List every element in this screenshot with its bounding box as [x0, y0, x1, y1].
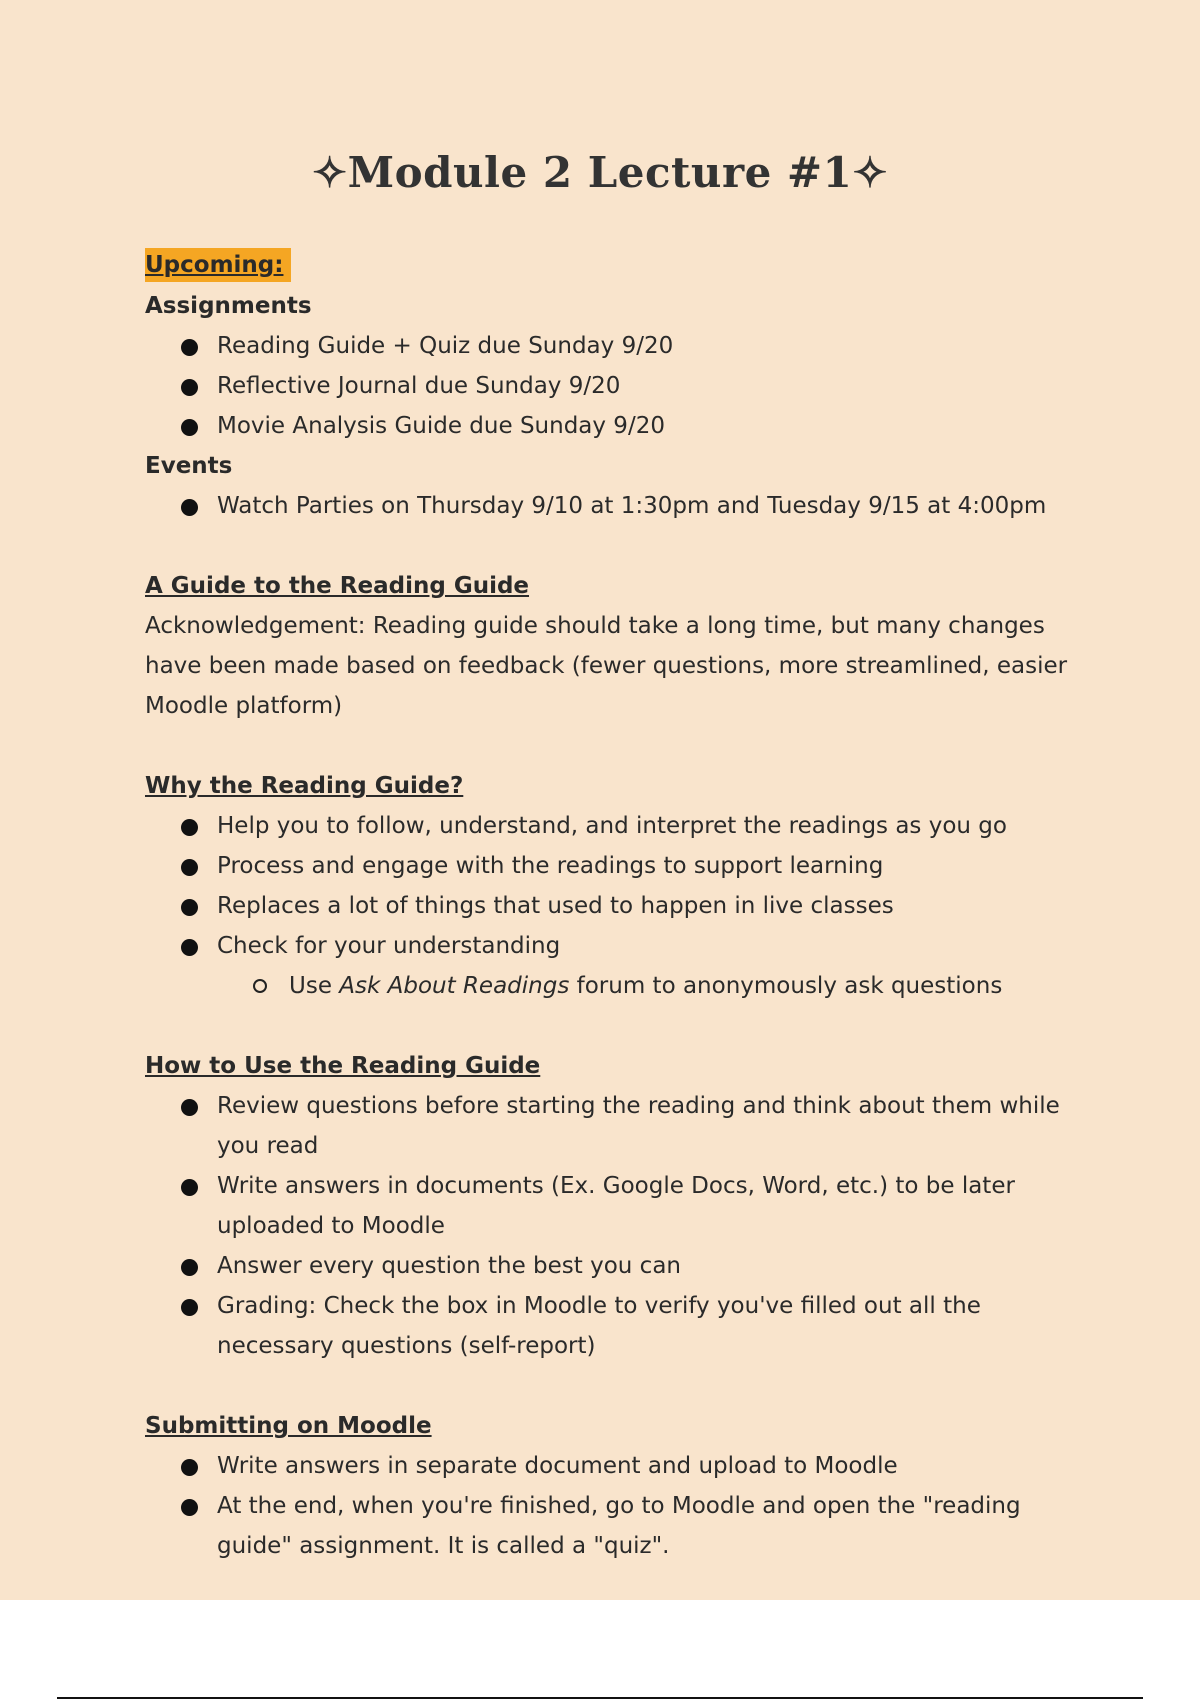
assignments-list: [145, 326, 1095, 446]
bullet-icon: [181, 1099, 198, 1116]
why-item-text: Replaces a lot of things that used to happen in live classes: [217, 893, 894, 919]
list-item: [145, 886, 1095, 926]
bullet-icon: [181, 1179, 198, 1196]
list-item: [145, 806, 1095, 846]
list-item: [145, 846, 1095, 886]
bullet-icon: [181, 1259, 198, 1276]
bullet-icon: [181, 1499, 198, 1516]
list-item: [145, 1086, 1095, 1166]
bullet-icon: [181, 899, 198, 916]
list-item: [145, 1246, 1095, 1286]
submit-list: [145, 1446, 1095, 1566]
bullet-icon: [181, 859, 198, 876]
list-item: [145, 926, 1095, 1006]
guide-section-heading: A Guide to the Reading Guide: [145, 573, 530, 599]
list-item: [145, 1286, 1095, 1366]
why-item-text: Process and engage with the readings to support learning: [217, 853, 884, 879]
how-item-text: Answer every question the best you can: [217, 1253, 681, 1279]
how-list: [145, 1086, 1095, 1366]
hollow-bullet-icon: [253, 979, 267, 993]
bullet-icon: [181, 419, 198, 436]
sub-item-pre: Use: [289, 973, 340, 999]
bullet-icon: [181, 379, 198, 396]
submit-item-text: Write answers in separate document and upload to Moodle: [217, 1453, 898, 1479]
assignment-text: Reflective Journal due Sunday 9/20: [217, 373, 621, 399]
guide-section-paragraph: Acknowledgement: Reading guide should take a long time, but many changes have been made based on feedback (fewer questions, more streamlined, easier Moodle platform): [145, 613, 1068, 719]
why-item-text: Help you to follow, understand, and interpret the readings as you go: [217, 813, 1007, 839]
list-item: [145, 486, 1095, 526]
how-item-text: Review questions before starting the reading and think about them while you read: [217, 1093, 1060, 1159]
assignment-text: Reading Guide + Quiz due Sunday 9/20: [217, 333, 674, 359]
list-item: [145, 326, 1095, 366]
bullet-icon: [181, 1299, 198, 1316]
sub-list-item: [217, 966, 1095, 1006]
assignments-heading: Assignments: [145, 293, 312, 319]
events-list: [145, 486, 1095, 526]
upcoming-highlight-label: Upcoming:: [145, 248, 291, 282]
why-sub-list: [217, 966, 1095, 1006]
why-list: [145, 806, 1095, 1006]
submit-section-heading: Submitting on Moodle: [145, 1413, 432, 1439]
why-section-heading: Why the Reading Guide?: [145, 773, 464, 799]
why-item-text: Check for your understanding: [217, 933, 561, 959]
how-item-text: Grading: Check the box in Moodle to verify you've filled out all the necessary questions (self-report): [217, 1293, 981, 1359]
event-text: Watch Parties on Thursday 9/10 at 1:30pm and Tuesday 9/15 at 4:00pm: [217, 493, 1047, 519]
bullet-icon: [181, 339, 198, 356]
forum-name: Ask About Readings: [339, 973, 570, 999]
events-heading: Events: [145, 453, 233, 479]
assignment-text: Movie Analysis Guide due Sunday 9/20: [217, 413, 665, 439]
list-item: [145, 1166, 1095, 1246]
bullet-icon: [181, 939, 198, 956]
list-item: [145, 406, 1095, 446]
list-item: [145, 1446, 1095, 1486]
bullet-icon: [181, 819, 198, 836]
how-item-text: Write answers in documents (Ex. Google Docs, Word, etc.) to be later uploaded to Moodle: [217, 1173, 1015, 1239]
submit-item-text: At the end, when you're finished, go to Moodle and open the "reading guide" assignment. It is called a "quiz".: [217, 1493, 1021, 1559]
bullet-icon: [181, 1459, 198, 1476]
how-section-heading: How to Use the Reading Guide: [145, 1053, 541, 1079]
bullet-icon: [181, 499, 198, 516]
document-body: [145, 245, 1095, 1566]
sub-item-post: forum to anonymously ask questions: [569, 973, 1003, 999]
page-title: ✧Module 2 Lecture #1✧: [311, 148, 889, 197]
list-item: [145, 366, 1095, 406]
footer-divider: [57, 1697, 1143, 1699]
list-item: [145, 1486, 1095, 1566]
